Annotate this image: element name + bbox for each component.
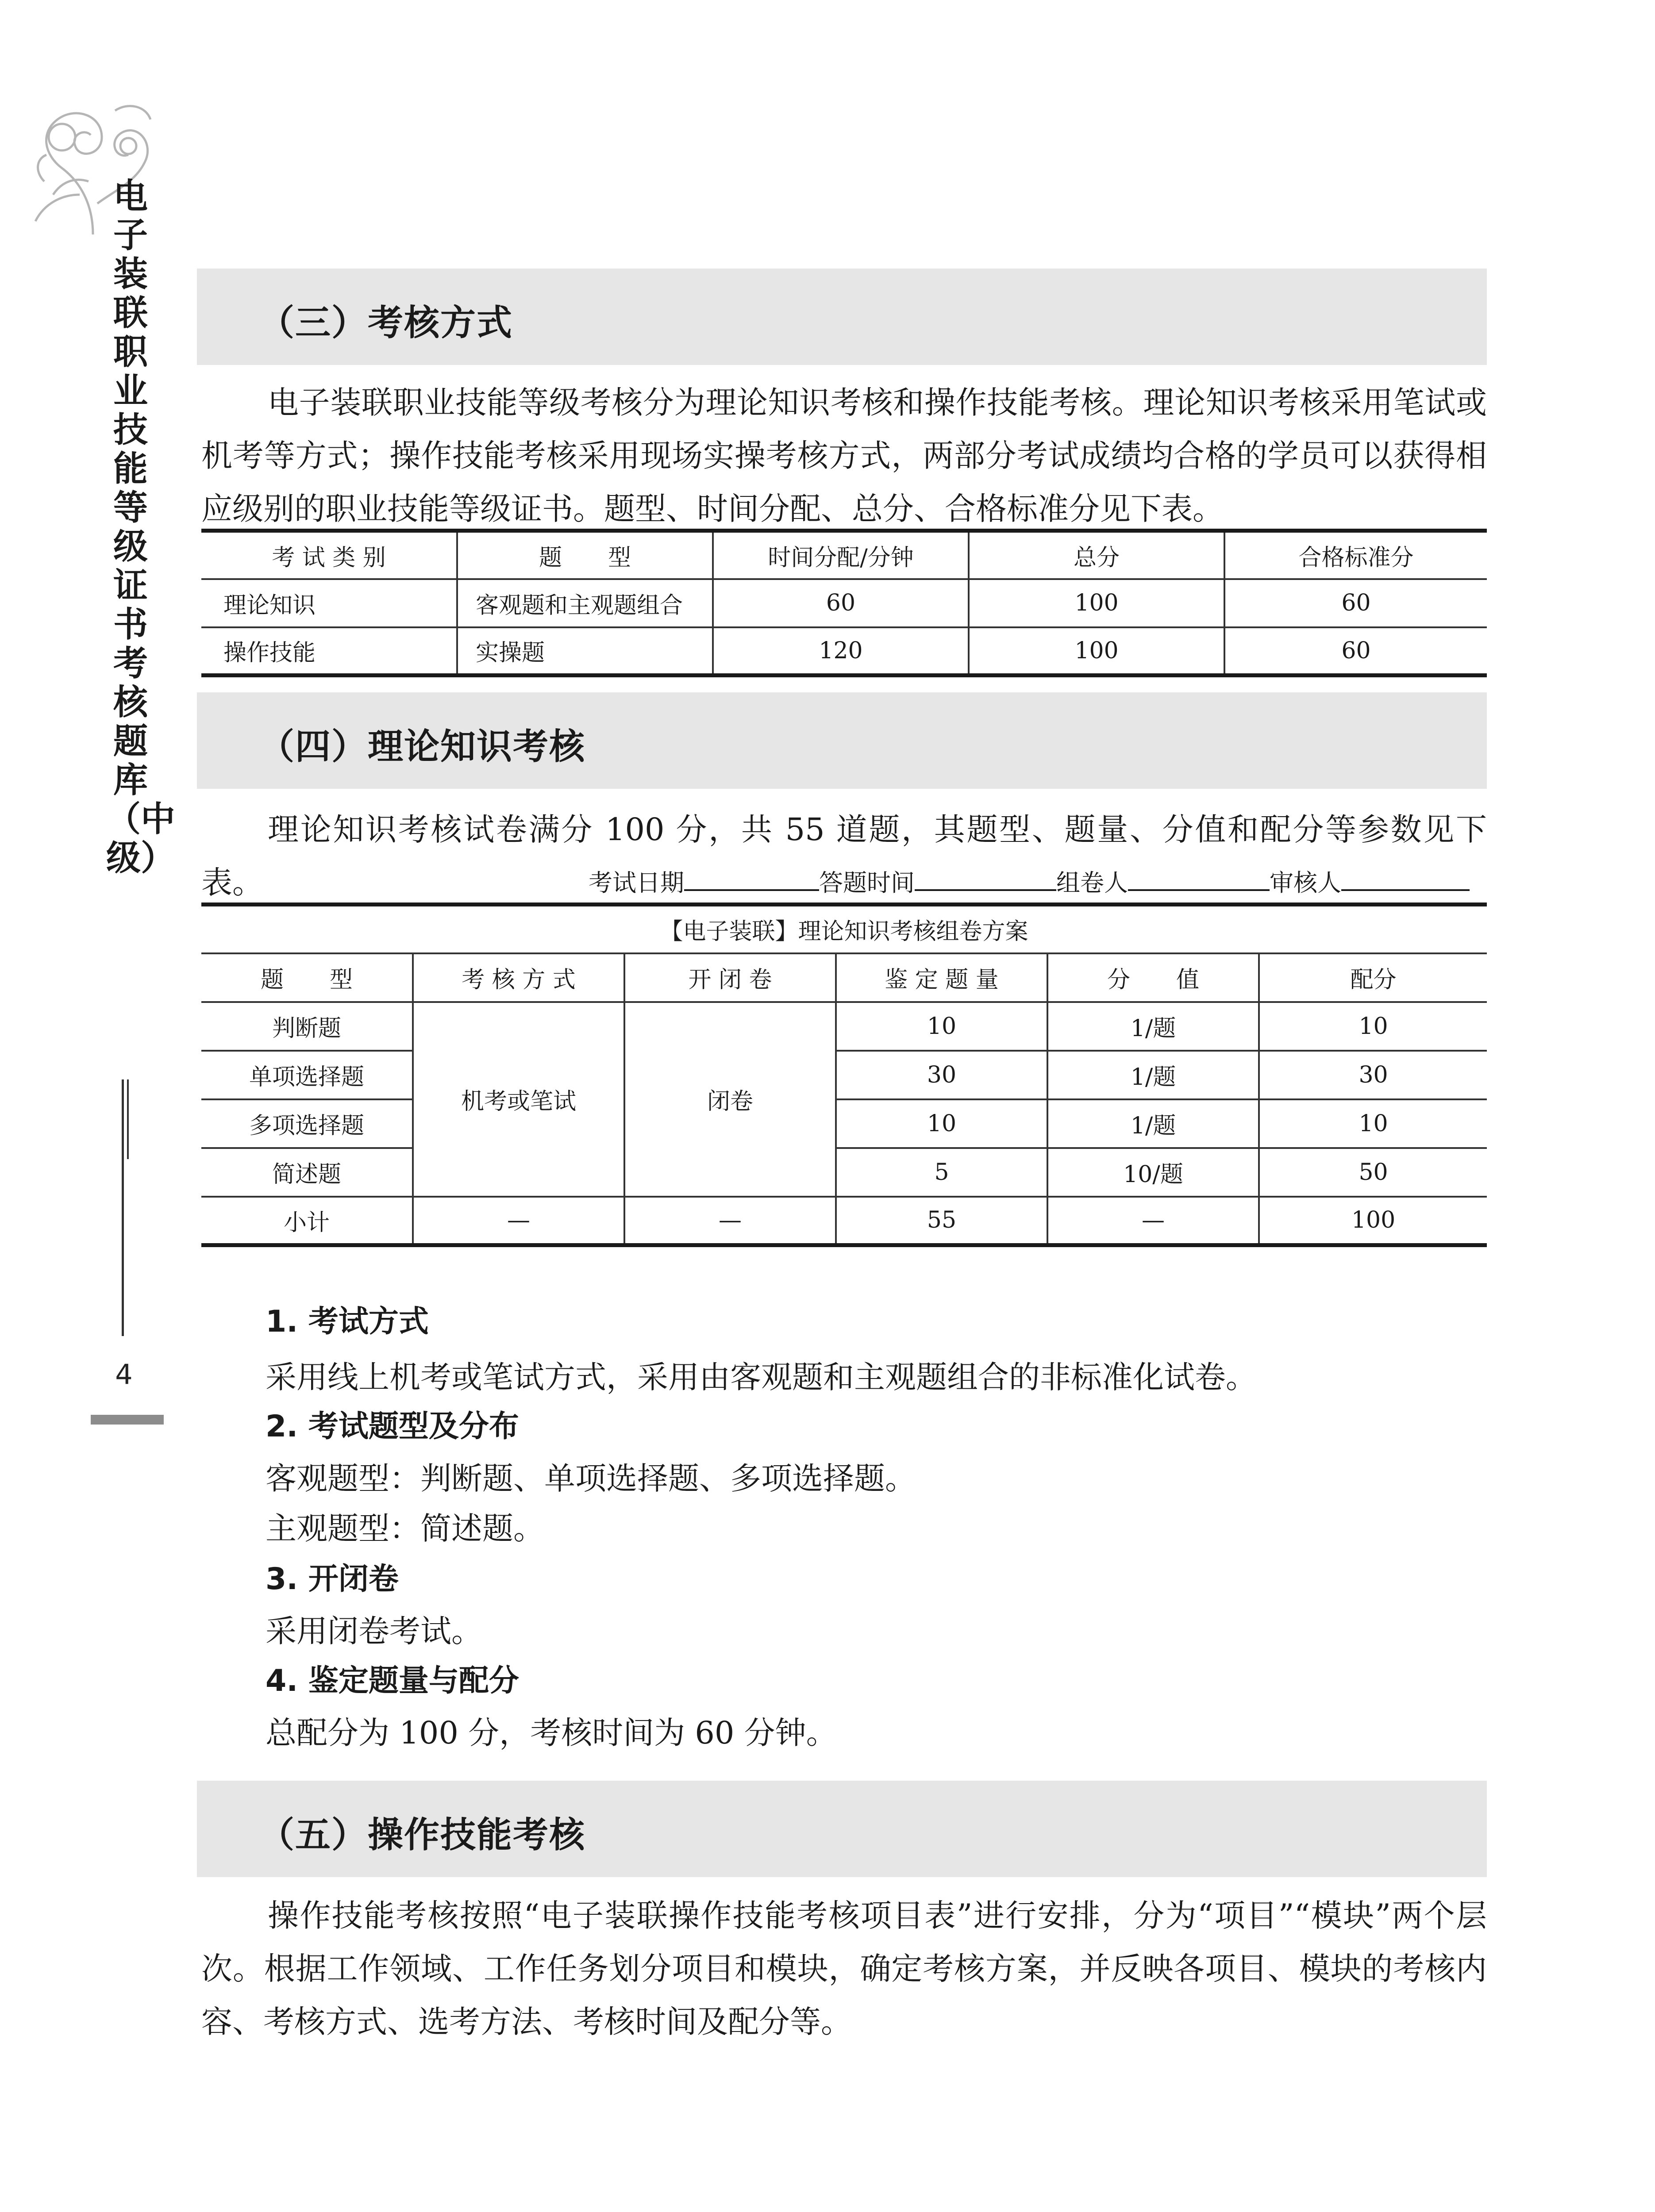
table-cell: 10/题 bbox=[1047, 1148, 1259, 1197]
table-cell: 55 bbox=[836, 1197, 1047, 1245]
table-cell: 100 bbox=[969, 627, 1224, 676]
answer-time-blank bbox=[915, 863, 1056, 891]
table-caption-row bbox=[201, 905, 1487, 953]
table-cell: 50 bbox=[1259, 1148, 1487, 1197]
table-cell: 判断题 bbox=[201, 1002, 413, 1051]
table-cell: 100 bbox=[1259, 1197, 1487, 1245]
table-cell: 120 bbox=[713, 627, 969, 676]
table-cell: 60 bbox=[1224, 579, 1487, 627]
table-cell: 5 bbox=[836, 1148, 1047, 1197]
page-number-bar bbox=[91, 1415, 164, 1425]
margin-rule bbox=[122, 1079, 124, 1336]
column-header: 鉴 定 题 量 bbox=[836, 953, 1047, 1002]
column-header: 考 核 方 式 bbox=[413, 953, 624, 1002]
table-cell: 1/题 bbox=[1047, 1099, 1259, 1148]
table-row bbox=[201, 1099, 1487, 1148]
item-text: 客观题型：判断题、单项选择题、多项选择题。 bbox=[266, 1460, 916, 1497]
section-heading: （五）操作技能考核 bbox=[259, 1814, 585, 1855]
table-cell: 多项选择题 bbox=[201, 1099, 413, 1148]
item-text: 总配分为 100 分，考核时间为 60 分钟。 bbox=[266, 1715, 837, 1751]
book-title: 电子装联职业技能等级证书考核题库（中级） bbox=[106, 177, 176, 878]
table-cell: 理论知识 bbox=[201, 579, 457, 627]
table-header-row bbox=[201, 953, 1487, 1002]
table-cell: 60 bbox=[1224, 627, 1487, 676]
table-row bbox=[201, 1051, 1487, 1099]
table-row bbox=[201, 1148, 1487, 1197]
exam-date-label: 考试日期 bbox=[589, 869, 684, 897]
table-cell: 简述题 bbox=[201, 1148, 413, 1197]
table-cell: 1/题 bbox=[1047, 1002, 1259, 1051]
table-cell: — bbox=[624, 1197, 836, 1245]
compiler-blank bbox=[1128, 863, 1270, 891]
item-text: 采用线上机考或笔试方式，采用由客观题和主观题组合的非标准化试卷。 bbox=[266, 1359, 1257, 1395]
table-cell: 单项选择题 bbox=[201, 1051, 413, 1099]
column-header: 分 值 bbox=[1047, 953, 1259, 1002]
reviewer-blank bbox=[1341, 863, 1470, 891]
table-cell: 客观题和主观题组合 bbox=[457, 579, 713, 627]
table-row bbox=[201, 627, 1487, 676]
exam-composition-table bbox=[201, 902, 1487, 1247]
open-closed-cell: 闭卷 bbox=[624, 1002, 836, 1197]
column-header: 题 型 bbox=[201, 953, 413, 1002]
table-row bbox=[201, 579, 1487, 627]
table-header-row bbox=[201, 531, 1487, 579]
table-row bbox=[201, 1002, 1487, 1051]
table-cell: 100 bbox=[969, 579, 1224, 627]
reviewer-label: 审核人 bbox=[1270, 869, 1341, 897]
table-cell: 10 bbox=[1259, 1099, 1487, 1148]
exam-info-line bbox=[589, 863, 1487, 901]
table-cell: — bbox=[1047, 1197, 1259, 1245]
table-cell: 1/题 bbox=[1047, 1051, 1259, 1099]
margin-rule bbox=[127, 1079, 129, 1159]
exam-date-blank bbox=[684, 863, 819, 891]
table-cell: 30 bbox=[1259, 1051, 1487, 1099]
page-number: 4 bbox=[115, 1358, 133, 1390]
column-header: 时间分配/分钟 bbox=[713, 531, 969, 579]
section-3-paragraph: 电子装联职业技能等级考核分为理论知识考核和操作技能考核。理论知识考核采用笔试或机考等方式；操作技能考核采用现场实操考核方式，两部分考试成绩均合格的学员可以获得相应级别的职业技能等级证书。题型、时间分配、总分、合格标准分见下表。 bbox=[201, 384, 1487, 527]
table-cell: 操作技能 bbox=[201, 627, 457, 676]
column-header: 开 闭 卷 bbox=[624, 953, 836, 1002]
compiler-label: 组卷人 bbox=[1056, 869, 1128, 897]
table-cell: 10 bbox=[1259, 1002, 1487, 1051]
table-cell: — bbox=[413, 1197, 624, 1245]
section-header-3 bbox=[197, 269, 1487, 365]
column-header: 考 试 类 别 bbox=[201, 531, 457, 579]
assessment-method-cell: 机考或笔试 bbox=[413, 1002, 624, 1197]
table-cell: 30 bbox=[836, 1051, 1047, 1099]
column-header: 题 型 bbox=[457, 531, 713, 579]
item-heading: 2. 考试题型及分布 bbox=[266, 1409, 519, 1444]
item-heading: 3. 开闭卷 bbox=[266, 1562, 399, 1597]
section-heading: （四）理论知识考核 bbox=[259, 726, 585, 767]
section-heading: （三）考核方式 bbox=[259, 302, 513, 343]
item-heading: 4. 鉴定题量与配分 bbox=[266, 1663, 519, 1698]
table-cell: 实操题 bbox=[457, 627, 713, 676]
section-header-4 bbox=[197, 692, 1487, 789]
answer-time-label: 答题时间 bbox=[819, 869, 915, 897]
section-5-paragraph: 操作技能考核按照“电子装联操作技能考核项目表”进行安排，分为“项目”“模块”两个层次。根据工作领域、工作任务划分项目和模块，确定考核方案，并反映各项目、模块的考核内容、考核方式、选考方法、考核时间及配分等。 bbox=[201, 1897, 1487, 2040]
table-cell: 10 bbox=[836, 1002, 1047, 1051]
column-header: 总分 bbox=[969, 531, 1224, 579]
section-header-5 bbox=[197, 1781, 1487, 1877]
table-cell: 小计 bbox=[201, 1197, 413, 1245]
item-text: 采用闭卷考试。 bbox=[266, 1613, 482, 1649]
assessment-overview-table bbox=[201, 529, 1487, 677]
section-4-paragraph: 理论知识考核试卷满分 100 分，共 55 道题，其题型、题量、分值和配分等参数见下表。 bbox=[201, 811, 1487, 901]
item-heading: 1. 考试方式 bbox=[266, 1304, 429, 1339]
table-caption: 【电子装联】理论知识考核组卷方案 bbox=[201, 905, 1487, 953]
column-header: 配分 bbox=[1259, 953, 1487, 1002]
column-header: 合格标准分 bbox=[1224, 531, 1487, 579]
table-cell: 60 bbox=[713, 579, 969, 627]
item-text: 主观题型：简述题。 bbox=[266, 1510, 544, 1547]
subtotal-row bbox=[201, 1197, 1487, 1245]
table-cell: 10 bbox=[836, 1099, 1047, 1148]
